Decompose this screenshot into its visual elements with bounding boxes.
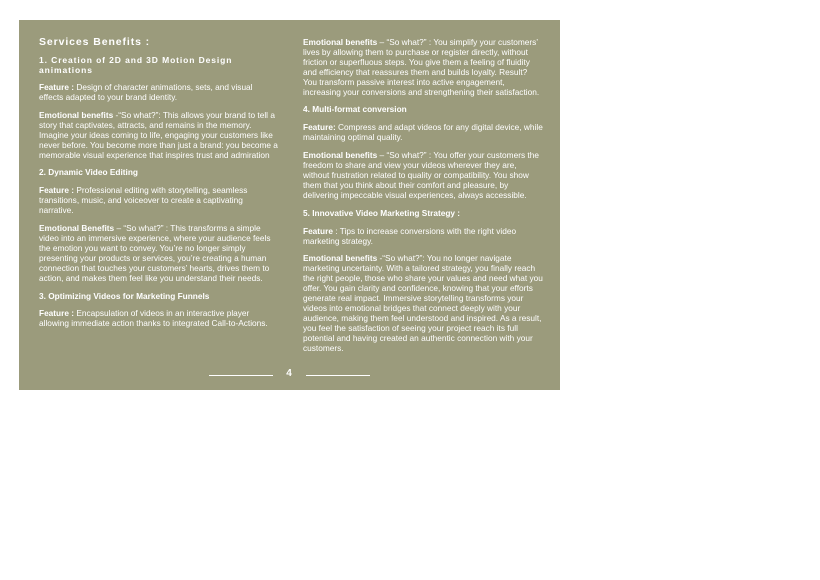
section-5-feature [303, 227, 543, 247]
footer-rule-right [306, 375, 370, 376]
footer-rule-left [209, 375, 273, 376]
feature-text: Compress and adapt videos for any digital device, while maintaining optimal quality. [303, 122, 543, 143]
section-2-emotional [39, 224, 279, 283]
left-column [39, 38, 279, 337]
emotional-text: – “So what?” : This transforms a simple video into an immersive experience, where your audience feels the emotion you want to convey. You’re no longer simply presenting your products or services, you’re creating a human connection that touches your customers’ hearts, drives them to action, and makes them feel like you understand their needs. [39, 223, 271, 283]
section-2-feature [39, 186, 279, 216]
emotional-text: -“So what?”: This allows your brand to tell a story that captivates, attracts, and remains in the memory. Imagine your ideas coming to life, engaging your customers like never before. You become more than just a brand: you become a memorable visual experience that inspires trust and admiration [39, 109, 278, 160]
section-3-heading: 3. Optimizing Videos for Marketing Funnels [39, 290, 210, 301]
feature-text: Encapsulation of videos in an interactive player allowing immediate action thanks to integrated Call-to-Actions. [39, 308, 268, 329]
section-5-emotional [303, 254, 543, 353]
section-2-heading: 2. Dynamic Video Editing [39, 167, 138, 178]
section-4-heading: 4. Multi-format conversion [303, 104, 407, 115]
feature-label: Feature : [39, 185, 75, 196]
section-5-heading: 5. Innovative Video Marketing Strategy : [303, 207, 461, 218]
emotional-text: -“So what?”: You no longer navigate marketing uncertainty. With a tailored strategy, you finally reach the right people, those who share your values and need what you offer. You gain clarity and confidence, knowing that your efforts generate real impact. Immersive storytelling transforms your videos into emotional bridges that connect deeply with your audience, making them feel understood and inspired. As a result, you feel the satisfaction of seeing your project reach its full potential and having created an authentic connection with your customers. [303, 253, 543, 353]
feature-text: Design of character animations, sets, and visual effects adapted to your brand identity. [39, 82, 253, 102]
page-footer [19, 368, 560, 382]
section-4-feature [303, 123, 543, 143]
emotional-label: Emotional benefits [303, 150, 378, 161]
section-4-emotional [303, 151, 543, 201]
emotional-label: Emotional benefits [303, 37, 378, 47]
section-1-emotional [39, 111, 279, 161]
right-column [303, 38, 543, 361]
feature-text: Professional editing with storytelling, seamless transitions, music, and voiceover to create a captivating narrative. [39, 185, 248, 216]
feature-label: Feature [303, 225, 333, 236]
page-number: 4 [286, 368, 292, 379]
feature-text: : Tips to increase conversions with the right video marketing strategy. [303, 225, 517, 246]
emotional-label: Emotional Benefits [39, 223, 115, 234]
section-1-heading: 1. Creation of 2D and 3D Motion Design animations [39, 54, 233, 75]
section-3-feature [39, 309, 279, 329]
feature-label: Feature: [303, 122, 336, 133]
emotional-label: Emotional benefits [303, 253, 378, 264]
page-title: Services Benefits : [39, 36, 151, 48]
emotional-label: Emotional benefits [39, 109, 114, 120]
emotional-text: – “So what?” : You offer your customers the freedom to share and view your videos wherever they are, without frustration related to quality or compatibility. You show them that you think about their comfort and pleasure, by delivering impeccable visual experiences, always accessible. [303, 150, 539, 200]
emotional-text: – “So what?” : You simplify your customers’ lives by allowing them to purchase or register directly, without friction or superfluous steps. You give them a feeling of fluidity and efficiency that reassures them and builds loyalty. Result? You transform passive interest into active engagement, increasing your conversions and strengthening their satisfaction. [303, 37, 540, 97]
section-3-emotional [303, 38, 543, 97]
section-1-feature [39, 83, 279, 103]
feature-label: Feature : [39, 308, 75, 319]
document-page [19, 20, 560, 390]
feature-label: Feature : [39, 82, 75, 93]
